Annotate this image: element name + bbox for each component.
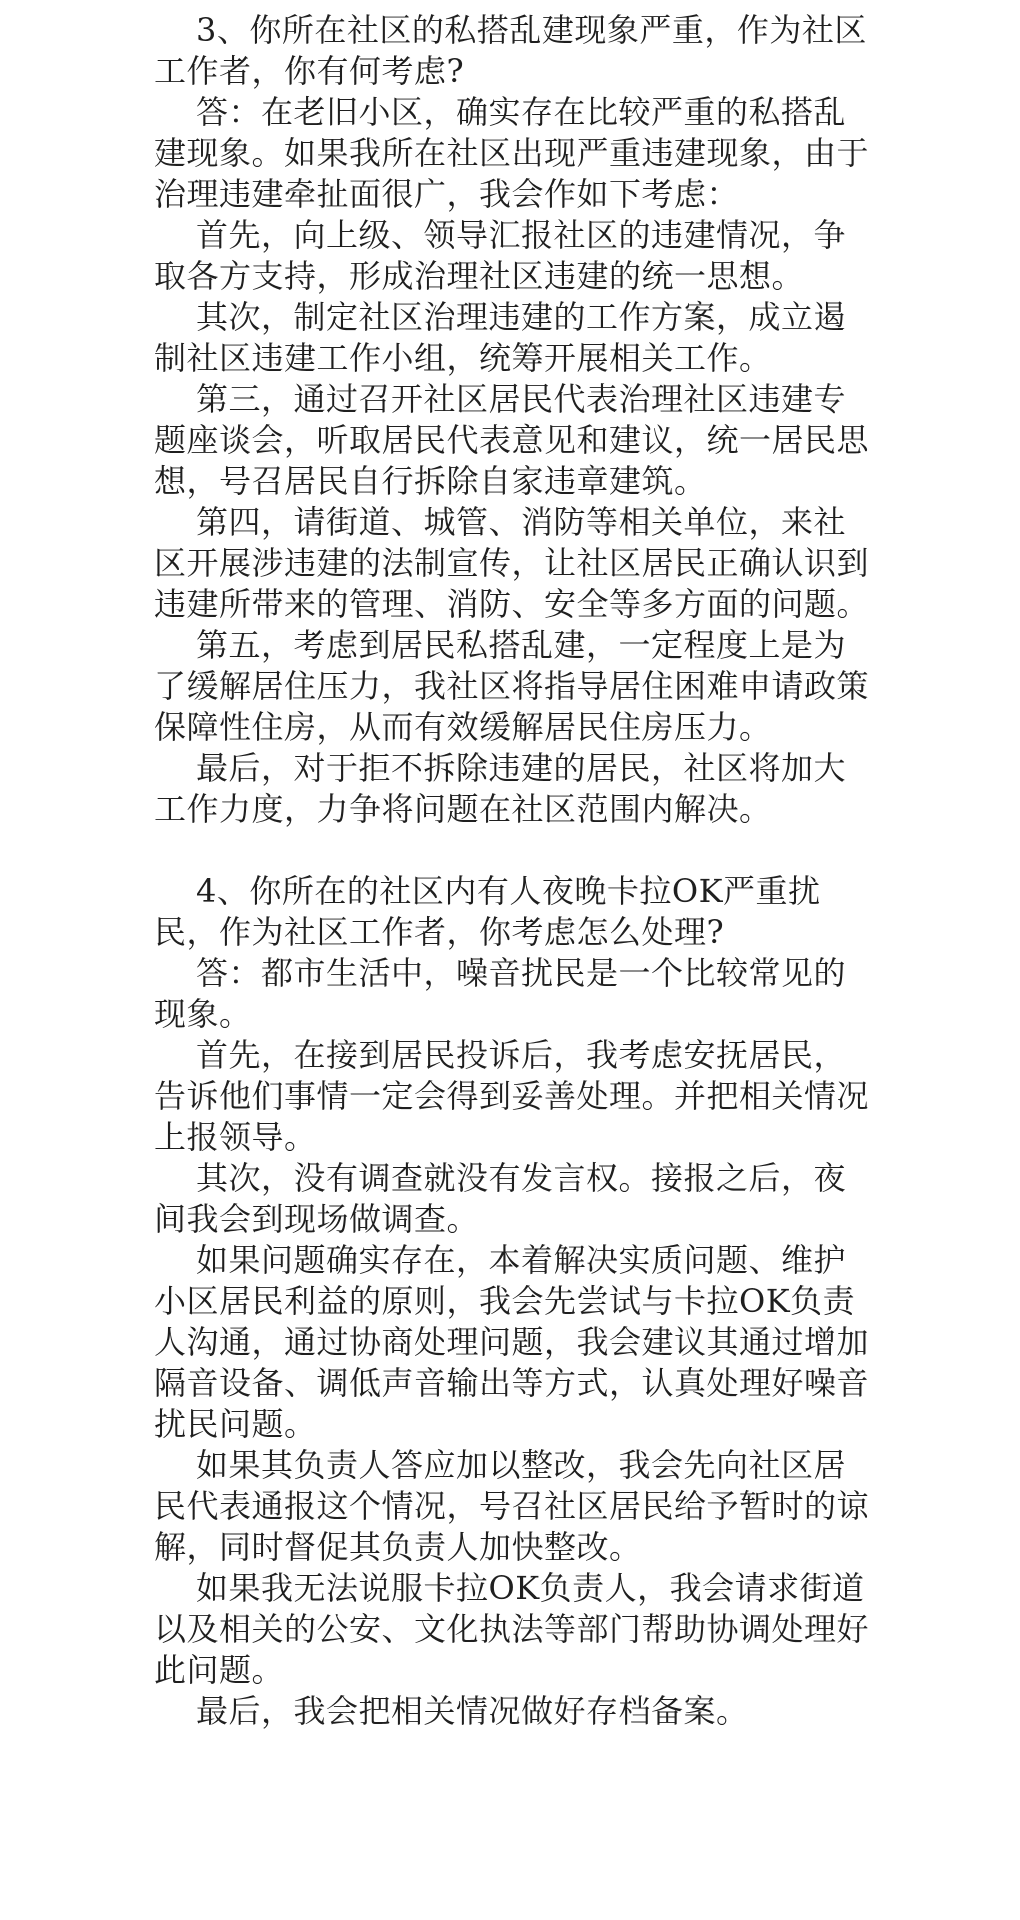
answer-4-point-1: 首先，在接到居民投诉后，我考虑安抚居民，告诉他们事情一定会得到妥善处理。并把相关情况上报领导。 bbox=[154, 1036, 870, 1156]
answer-3-point-4: 第四，请街道、城管、消防等相关单位，来社区开展涉违建的法制宣传，让社区居民正确认识到违建所带来的管理、消防、安全等多方面的问题。 bbox=[154, 503, 870, 623]
answer-4-point-5: 如果我无法说服卡拉OK负责人，我会请求街道以及相关的公安、文化执法等部门帮助协调处理好此问题。 bbox=[154, 1569, 870, 1689]
answer-4-intro: 答：都市生活中，噪音扰民是一个比较常见的现象。 bbox=[154, 954, 847, 1033]
answer-4-point-3: 如果问题确实存在，本着解决实质问题、维护小区居民利益的原则，我会先尝试与卡拉OK负责人沟通，通过协商处理问题，我会建议其通过增加隔音设备、调低声音输出等方式，认真处理好噪音扰民问题。 bbox=[154, 1241, 870, 1443]
answer-4-point-6: 最后，我会把相关情况做好存档备案。 bbox=[196, 1692, 749, 1730]
answer-3-point-3: 第三，通过召开社区居民代表治理社区违建专题座谈会，听取居民代表意见和建议，统一居民思想，号召居民自行拆除自家违章建筑。 bbox=[154, 380, 870, 500]
answer-3-point-1: 首先，向上级、领导汇报社区的违建情况，争取各方支持，形成治理社区违建的统一思想。 bbox=[154, 216, 847, 295]
question-4: 4、你所在的社区内有人夜晚卡拉OK严重扰民，作为社区工作者，你考虑怎么处理? bbox=[154, 872, 821, 951]
question-3: 3、你所在社区的私搭乱建现象严重，作为社区工作者，你有何考虑? bbox=[154, 11, 867, 90]
answer-4-point-2: 其次，没有调查就没有发言权。接报之后，夜间我会到现场做调查。 bbox=[154, 1159, 847, 1238]
answer-3-point-6: 最后，对于拒不拆除违建的居民，社区将加大工作力度，力争将问题在社区范围内解决。 bbox=[154, 749, 847, 828]
document-page bbox=[154, 10, 874, 1732]
section-divider bbox=[154, 830, 874, 871]
answer-3-point-5: 第五，考虑到居民私搭乱建，一定程度上是为了缓解居住压力，我社区将指导居住困难申请政策保障性住房，从而有效缓解居民住房压力。 bbox=[154, 626, 870, 746]
answer-3-intro: 答：在老旧小区，确实存在比较严重的私搭乱建现象。如果我所在社区出现严重违建现象，由于治理违建牵扯面很广，我会作如下考虑： bbox=[154, 93, 870, 213]
answer-3-point-2: 其次，制定社区治理违建的工作方案，成立遏制社区违建工作小组，统筹开展相关工作。 bbox=[154, 298, 847, 377]
answer-4-point-4: 如果其负责人答应加以整改，我会先向社区居民代表通报这个情况，号召社区居民给予暂时的谅解，同时督促其负责人加快整改。 bbox=[154, 1446, 870, 1566]
